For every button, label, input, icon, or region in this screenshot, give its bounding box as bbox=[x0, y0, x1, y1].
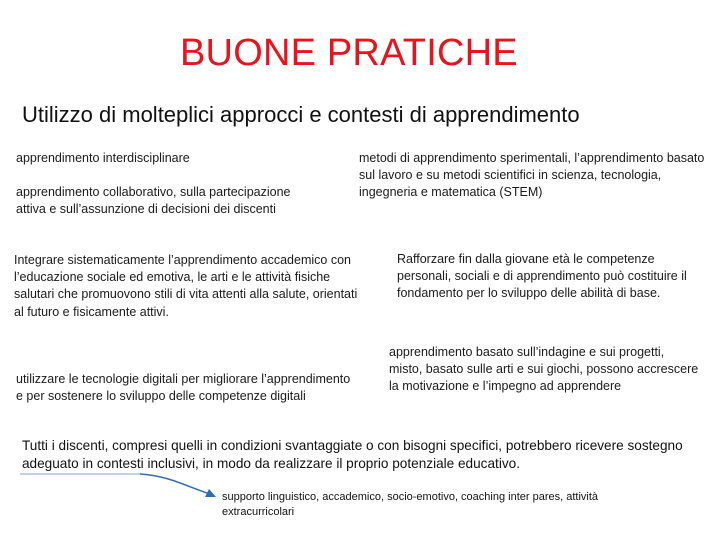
connector-curve bbox=[140, 474, 210, 494]
text-digital-technologies: utilizzare le tecnologie digitali per migliorare l’apprendimento e per sostenere lo sviluppo delle competenze digitali bbox=[16, 372, 351, 404]
text-collaborative: apprendimento collaborativo, sulla partecipazione attiva e sull’assunzione di decisioni dei discenti bbox=[16, 185, 291, 217]
connector-arrow bbox=[20, 470, 230, 510]
text-systematic-integration: Integrare sistematicamente l’apprendimento accademico con l’educazione sociale ed emotiva, le arti e le attività fisiche salutari che promuovono stili di vita attenti alla salute, orientati al futuro e fisicamente attivi. bbox=[14, 253, 358, 319]
text-strengthen-competences: Rafforzare fin dalla giovane età le competenze personali, sociali e di apprendimento può costituire il fondamento per lo sviluppo delle abilità di base. bbox=[397, 252, 687, 301]
text-experimental-methods: metodi di apprendimento sperimentali, l’apprendimento basato sul lavoro e su metodi scientifici in scienza, tecnologia, ingegneria e matematica (STEM) bbox=[359, 151, 705, 200]
text-all-learners: Tutti i discenti, compresi quelli in condizioni svantaggiate o con bisogni specifici, potrebbero ricevere sostegno adeguato in contesti inclusivi, in modo da realizzare il proprio potenziale educativo. bbox=[22, 438, 683, 472]
text-interdisciplinary: apprendimento interdisciplinare bbox=[16, 151, 190, 165]
text-support-types: supporto linguistico, accademico, socio-emotivo, coaching inter pares, attività extracurricolari bbox=[222, 491, 599, 518]
text-inquiry-learning: apprendimento basato sull’indagine e sui progetti, misto, basato sulle arti e sui giochi, possono accrescere la motivazione e l’impegno ad apprendere bbox=[389, 345, 699, 394]
slide-title: BUONE PRATICHE bbox=[180, 32, 518, 74]
slide-subtitle: Utilizzo di molteplici approcci e contesti di apprendimento bbox=[22, 102, 580, 127]
